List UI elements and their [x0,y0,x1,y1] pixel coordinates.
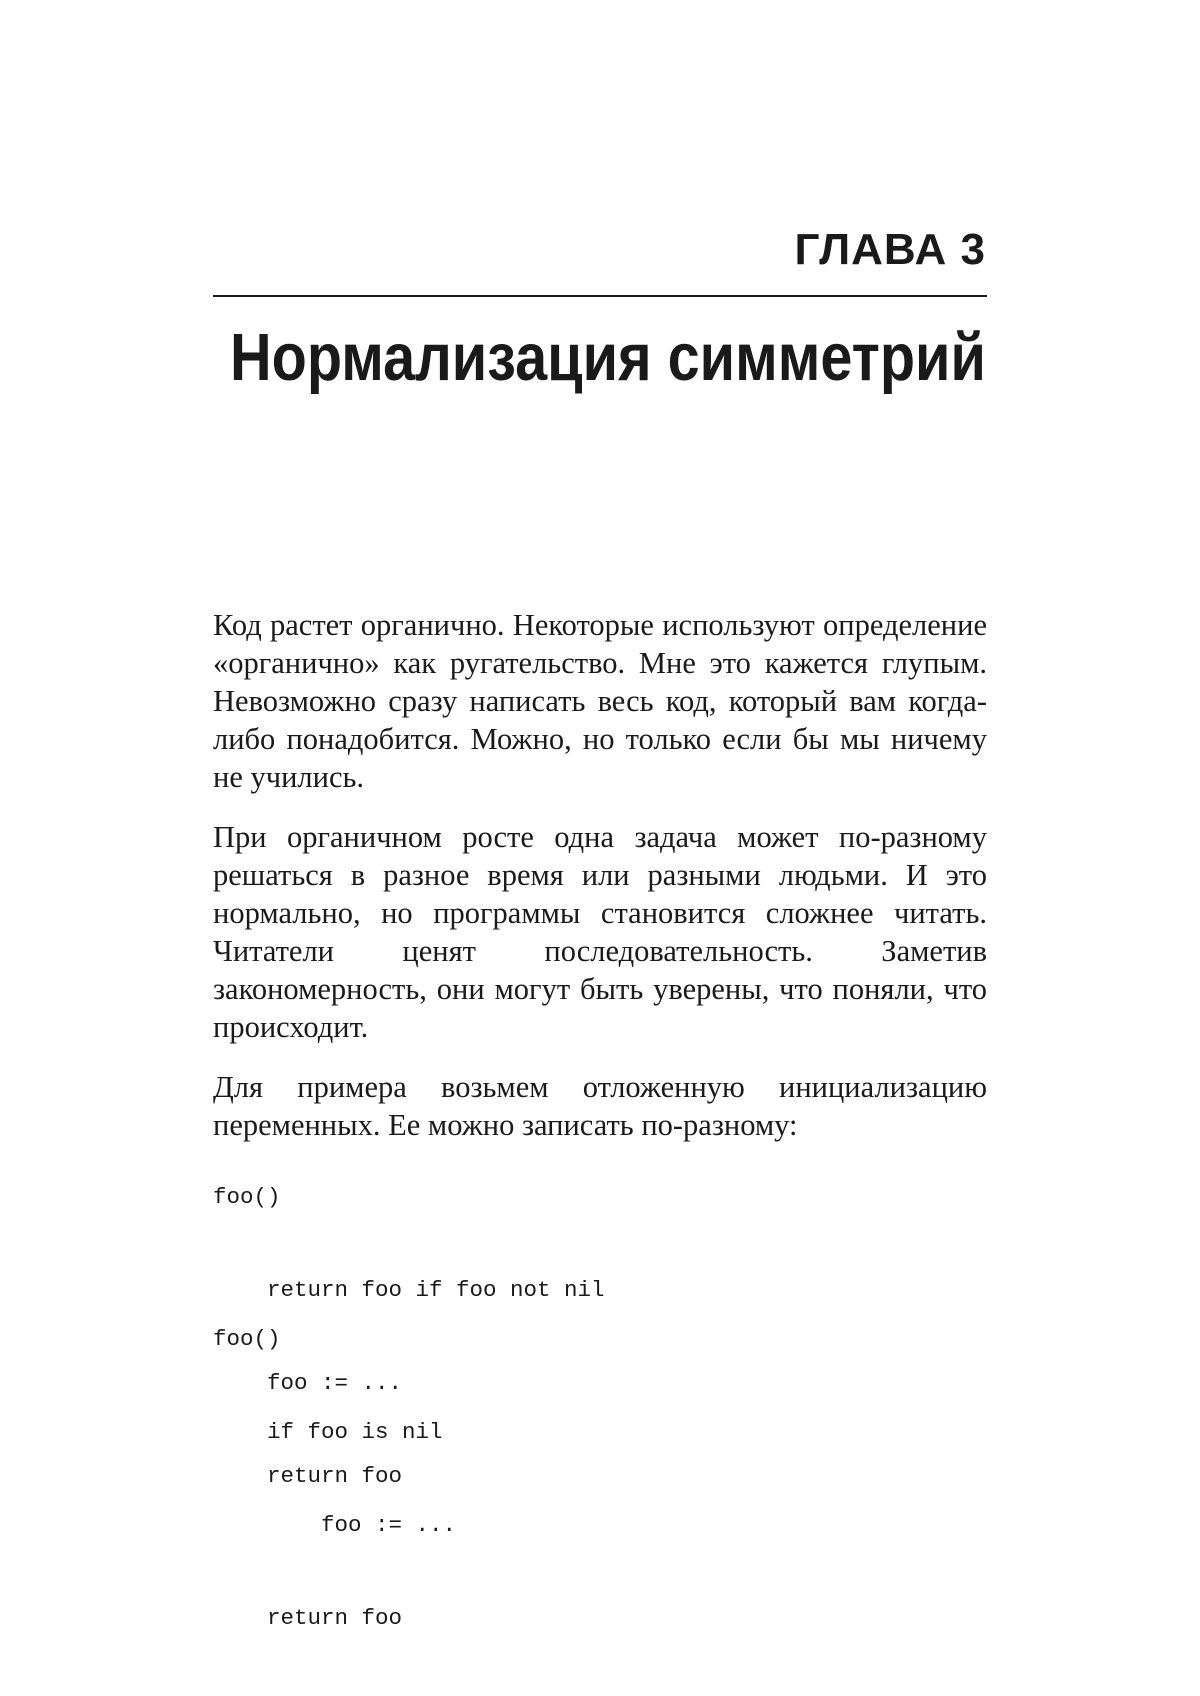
code-line: return foo if foo not nil [267,1277,605,1303]
chapter-title: Нормализация симметрий [230,320,986,395]
chapter-label: ГЛАВА 3 [794,225,986,274]
paragraph: При органичном росте одна задача может по-разному решаться в разное время или разными людьми. И это нормально, но программы становится сложнее читать. Читатели ценят последовательность. Заметив закономерность, они могут быть уверены, что поняли, что происходит. [213,820,987,1044]
code-line: foo() [213,1184,281,1210]
code-line: return foo [267,1605,403,1631]
paragraph: Код растет органично. Некоторые используют определение «органично» как ругательство. Мне это кажется глупым. Невозможно сразу написать весь код, который вам когда-либо понадобится. Можно, но только если бы мы ничему не учились. [213,608,987,794]
code-line: return foo [267,1463,403,1489]
code-line: foo := ... [321,1512,457,1538]
chapter-divider [213,295,987,297]
code-example-2 [213,1262,456,1696]
code-line: foo() [213,1326,281,1352]
body-text [213,606,987,1166]
code-line: foo := ... [267,1370,403,1396]
code-line: if foo is nil [267,1419,443,1445]
paragraph: Для примера возьмем отложенную инициализацию переменных. Ее можно записать по-разному: [213,1070,987,1142]
